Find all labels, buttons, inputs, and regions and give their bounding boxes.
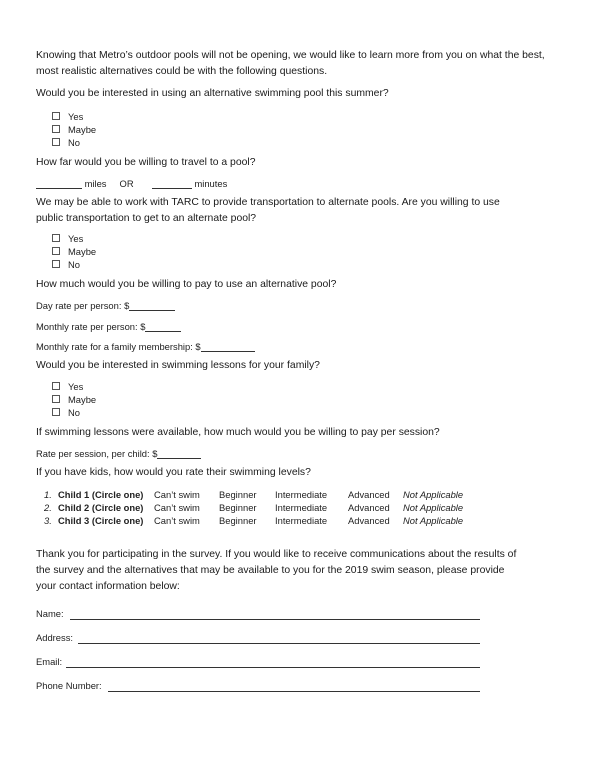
thanks-line1: Thank you for participating in the survey. If you would like to receive communications about the results of bbox=[36, 549, 517, 560]
family-rate-blank[interactable] bbox=[201, 341, 255, 352]
question-lessons-pay: If swimming lessons were available, how much would you be willing to pay per session? bbox=[36, 427, 440, 438]
question-lessons-interest: Would you be interested in swimming lessons for your family? bbox=[36, 360, 320, 371]
checkbox-icon[interactable] bbox=[52, 260, 60, 268]
table-row: 3. Child 3 (Circle one) Can’t swim Beginner Intermediate Advanced Not Applicable bbox=[44, 515, 464, 526]
question-swim-levels: If you have kids, how would you rate their swimming levels? bbox=[36, 467, 311, 478]
name-field[interactable] bbox=[70, 619, 480, 620]
checkbox-option[interactable]: Maybe bbox=[52, 394, 96, 405]
checkbox-icon[interactable] bbox=[52, 234, 60, 242]
lesson-rate-row: Rate per session, per child: $ bbox=[36, 448, 201, 459]
checkbox-icon[interactable] bbox=[52, 138, 60, 146]
level-option[interactable]: Advanced bbox=[348, 489, 390, 500]
question-tarc-line2: public transportation to get to an alternate pool? bbox=[36, 213, 257, 224]
monthly-rate-row: Monthly rate per person: $ bbox=[36, 321, 181, 332]
level-option[interactable]: Advanced bbox=[348, 502, 390, 513]
thanks-line2: the survey and the alternatives that may be available to you for the 2019 swim season, please provide bbox=[36, 565, 505, 576]
level-option[interactable]: Beginner bbox=[219, 515, 257, 526]
checkbox-icon[interactable] bbox=[52, 247, 60, 255]
day-rate-row: Day rate per person: $ bbox=[36, 300, 175, 311]
level-option[interactable]: Not Applicable bbox=[403, 502, 464, 513]
checkbox-option[interactable]: Yes bbox=[52, 111, 83, 122]
email-field[interactable] bbox=[66, 667, 480, 668]
checkbox-option[interactable]: No bbox=[52, 137, 80, 148]
name-label: Name: bbox=[36, 608, 64, 619]
question-pay-pool: How much would you be willing to pay to use an alternative pool? bbox=[36, 279, 337, 290]
level-option[interactable]: Advanced bbox=[348, 515, 390, 526]
table-row: 2. Child 2 (Circle one) Can’t swim Beginner Intermediate Advanced Not Applicable bbox=[44, 502, 464, 513]
checkbox-icon[interactable] bbox=[52, 382, 60, 390]
checkbox-icon[interactable] bbox=[52, 408, 60, 416]
level-option[interactable]: Can’t swim bbox=[154, 515, 200, 526]
phone-label: Phone Number: bbox=[36, 680, 102, 691]
level-option[interactable]: Intermediate bbox=[275, 502, 328, 513]
level-option[interactable]: Can’t swim bbox=[154, 489, 200, 500]
checkbox-icon[interactable] bbox=[52, 125, 60, 133]
table-row: 1. Child 1 (Circle one) Can’t swim Beginner Intermediate Advanced Not Applicable bbox=[44, 489, 464, 500]
minutes-blank[interactable] bbox=[152, 178, 192, 189]
level-option[interactable]: Can’t swim bbox=[154, 502, 200, 513]
question-alternative-pool: Would you be interested in using an alternative swimming pool this summer? bbox=[36, 88, 389, 99]
checkbox-option[interactable]: No bbox=[52, 407, 80, 418]
checkbox-option[interactable]: Maybe bbox=[52, 124, 96, 135]
day-rate-blank[interactable] bbox=[129, 300, 175, 311]
level-option[interactable]: Intermediate bbox=[275, 489, 328, 500]
email-label: Email: bbox=[36, 656, 63, 667]
checkbox-option[interactable]: Yes bbox=[52, 381, 83, 392]
question-travel-distance: How far would you be willing to travel to a pool? bbox=[36, 157, 256, 168]
intro-text: Knowing that Metro’s outdoor pools will not be opening, we would like to learn more from you on what the best, most realistic alternatives could be with the following questions. bbox=[36, 50, 545, 77]
checkbox-icon[interactable] bbox=[52, 112, 60, 120]
swim-levels-table bbox=[44, 488, 463, 527]
address-field[interactable] bbox=[78, 643, 480, 644]
checkbox-option[interactable]: Yes bbox=[52, 233, 83, 244]
address-label: Address: bbox=[36, 632, 73, 643]
monthly-rate-blank[interactable] bbox=[145, 321, 181, 332]
level-option[interactable]: Intermediate bbox=[275, 515, 328, 526]
family-rate-row: Monthly rate for a family membership: $ bbox=[36, 341, 255, 352]
miles-blank[interactable] bbox=[36, 178, 82, 189]
level-option[interactable]: Not Applicable bbox=[403, 515, 464, 526]
checkbox-option[interactable]: Maybe bbox=[52, 246, 96, 257]
question-tarc-line1: We may be able to work with TARC to provide transportation to alternate pools. Are you willing to use bbox=[36, 197, 500, 208]
phone-field[interactable] bbox=[108, 691, 480, 692]
thanks-line3: your contact information below: bbox=[36, 581, 180, 592]
travel-answer-row: miles OR minutes bbox=[36, 178, 227, 189]
level-option[interactable]: Not Applicable bbox=[403, 489, 464, 500]
checkbox-icon[interactable] bbox=[52, 395, 60, 403]
lesson-rate-blank[interactable] bbox=[157, 448, 201, 459]
level-option[interactable]: Beginner bbox=[219, 489, 257, 500]
checkbox-option[interactable]: No bbox=[52, 259, 80, 270]
level-option[interactable]: Beginner bbox=[219, 502, 257, 513]
